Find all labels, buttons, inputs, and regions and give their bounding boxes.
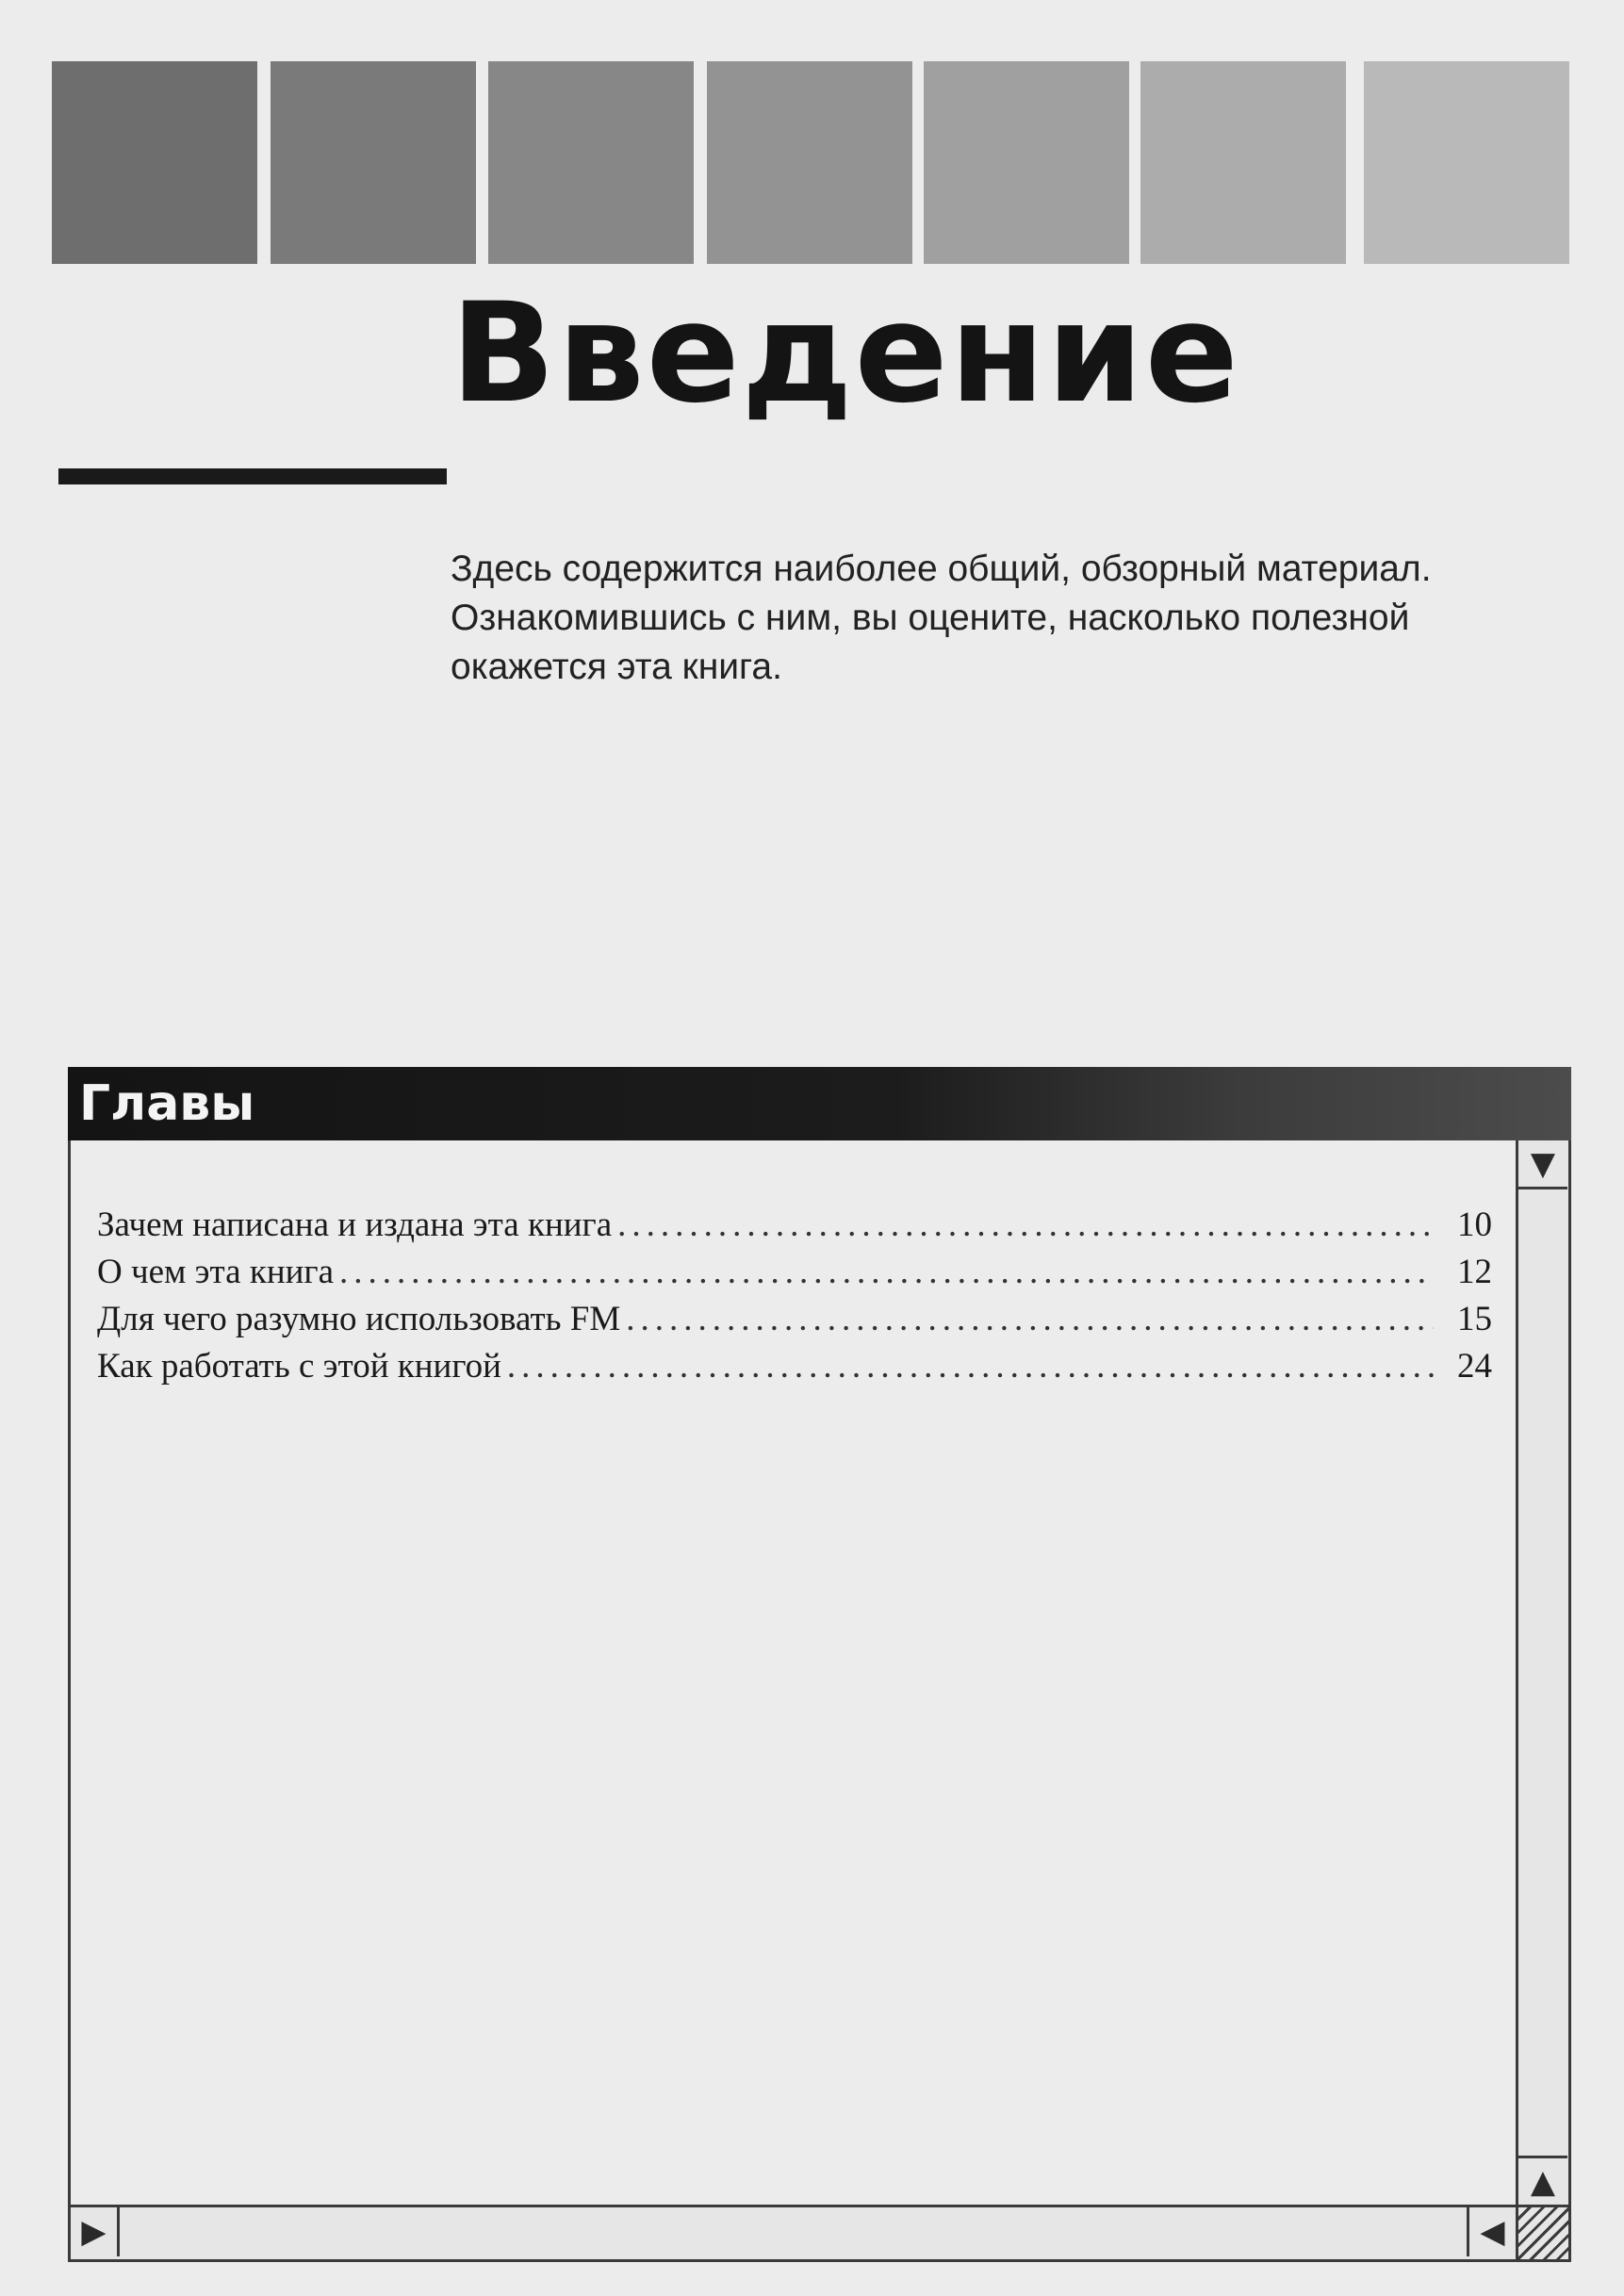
toc-entry-title: Для чего разумно использовать FM <box>97 1300 621 1338</box>
triangle-up-icon[interactable]: ▲ <box>1518 2156 1567 2205</box>
swatch-1 <box>52 61 257 264</box>
swatch-5 <box>924 61 1129 264</box>
title-underline <box>58 468 447 484</box>
page-title: Введение <box>451 273 1240 434</box>
toc-entry-page: 10 <box>1457 1205 1492 1244</box>
toc-entry[interactable] <box>97 1296 1492 1343</box>
swatch-7 <box>1364 61 1569 264</box>
triangle-left-icon[interactable]: ◀ <box>1467 2207 1516 2256</box>
intro-line: окажется эта книга. <box>451 647 782 687</box>
intro-line: Здесь содержится наиболее общий, обзорный материал. <box>451 549 1432 589</box>
toc-entry-page: 15 <box>1457 1300 1492 1338</box>
triangle-down-icon[interactable]: ▼ <box>1518 1140 1567 1189</box>
resize-grip-icon[interactable] <box>1516 2207 1568 2259</box>
toc-entry[interactable] <box>97 1202 1492 1249</box>
toc-entry[interactable] <box>97 1343 1492 1390</box>
triangle-right-icon[interactable]: ▶ <box>71 2207 120 2256</box>
toc-entry[interactable] <box>97 1249 1492 1296</box>
horizontal-scrollbar[interactable] <box>71 2205 1568 2259</box>
swatch-2 <box>271 61 476 264</box>
toc-leader-dots <box>626 1296 1434 1343</box>
intro-line: Ознакомившись с ним, вы оцените, насколько полезной <box>451 598 1410 638</box>
toc-entry-title: О чем эта книга <box>97 1253 335 1291</box>
header-swatch-strip <box>52 61 1569 264</box>
intro-paragraph <box>451 545 1525 692</box>
chapter-list <box>97 1202 1492 1390</box>
toc-entry-title: Как работать с этой книгой <box>97 1347 501 1386</box>
vertical-scrollbar[interactable] <box>1516 1140 1568 2205</box>
window-title-bar <box>68 1067 1571 1140</box>
window-title: Главы <box>79 1075 255 1132</box>
swatch-6 <box>1140 61 1346 264</box>
chapters-window <box>68 1067 1571 2262</box>
toc-leader-dots <box>507 1343 1434 1390</box>
toc-entry-page: 12 <box>1457 1253 1492 1291</box>
swatch-4 <box>707 61 912 264</box>
toc-entry-title: Зачем написана и издана эта книга <box>97 1205 613 1244</box>
toc-leader-dots <box>617 1202 1434 1249</box>
toc-leader-dots <box>339 1249 1434 1296</box>
toc-entry-page: 24 <box>1457 1347 1492 1386</box>
swatch-3 <box>488 61 694 264</box>
